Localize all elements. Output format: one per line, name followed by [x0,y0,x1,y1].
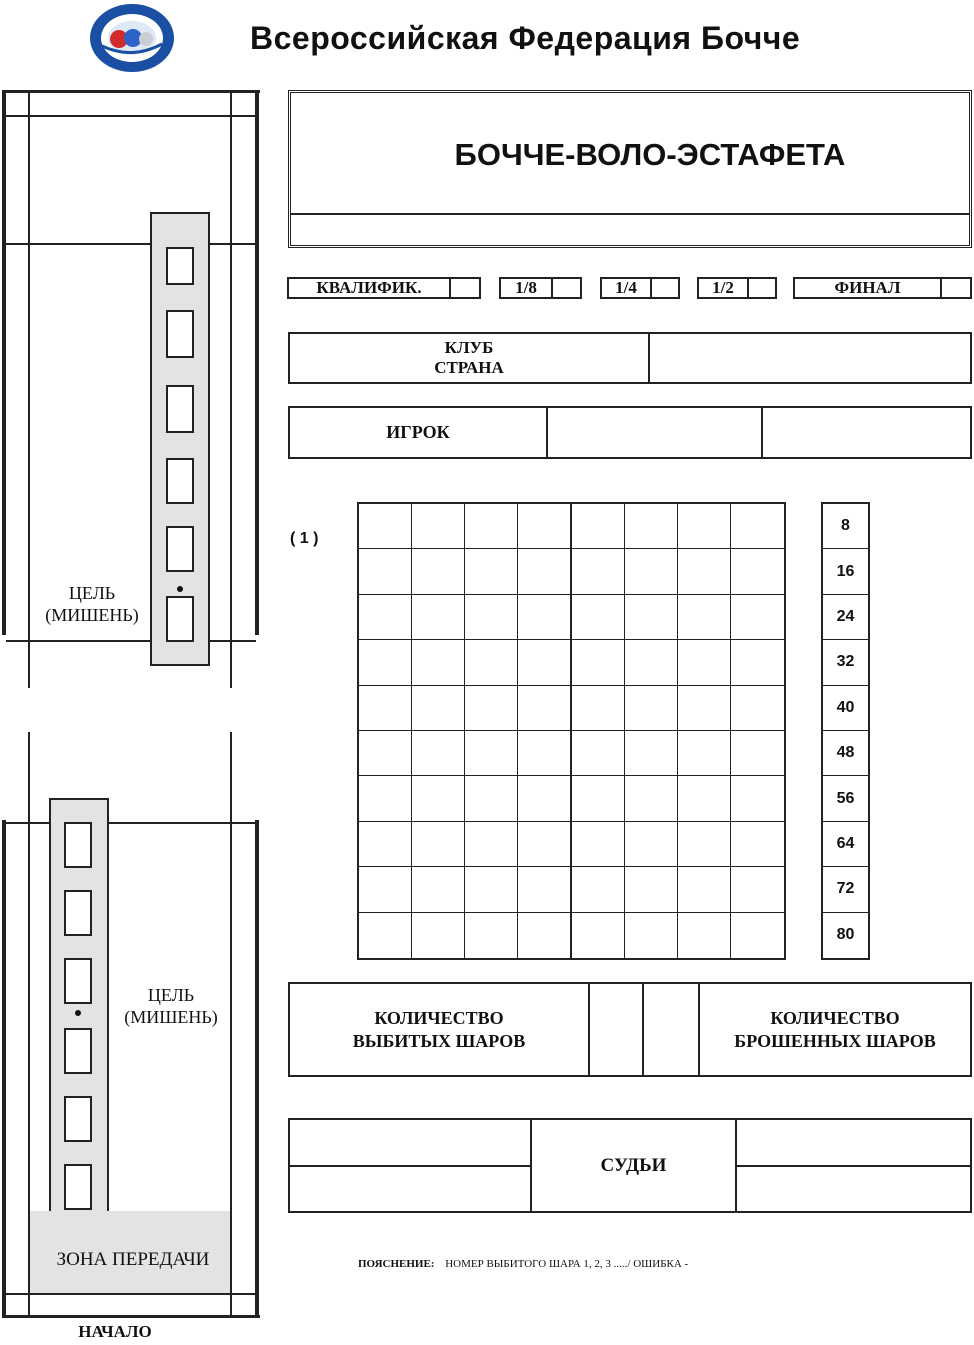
score-cell[interactable] [678,640,731,685]
stage-1-8[interactable]: 1/8 [499,277,582,299]
score-cell[interactable] [465,549,518,594]
knocked-label: КОЛИЧЕСТВО ВЫБИТЫХ ШАРОВ [290,984,590,1075]
player-field-2[interactable] [763,408,970,457]
score-cell[interactable] [678,549,731,594]
score-cell[interactable] [678,913,731,958]
target-box [166,247,194,285]
score-cell[interactable] [359,504,412,549]
score-cell[interactable] [625,686,678,731]
score-cell[interactable] [731,731,784,776]
score-cell[interactable] [678,822,731,867]
score-cell[interactable] [625,504,678,549]
totals-column [821,502,870,960]
judge-field-4[interactable] [737,1167,970,1212]
score-cell[interactable] [518,595,571,640]
player-row [288,406,972,459]
target-box [166,385,194,433]
score-cell[interactable] [572,913,625,958]
club-country-row [288,332,972,384]
score-grid [357,502,786,960]
score-cell[interactable] [465,731,518,776]
title-box [288,90,972,248]
target-dot [177,586,183,592]
federation-logo [88,2,176,74]
score-cell[interactable] [412,595,465,640]
thrown-count-field[interactable] [644,984,700,1075]
thrown-label: КОЛИЧЕСТВО БРОШЕННЫХ ШАРОВ [734,1007,936,1051]
total-cell: 48 [823,731,868,776]
transfer-zone-label: ЗОНА ПЕРЕДАЧИ [56,1249,210,1270]
score-cell[interactable] [625,776,678,821]
score-cell[interactable] [678,731,731,776]
score-cell[interactable] [572,776,625,821]
target-label-lower: ЦЕЛЬ (МИШЕНЬ) [124,985,218,1027]
score-cell[interactable] [412,504,465,549]
target-box [166,310,194,358]
stage-final[interactable]: ФИНАЛ [793,277,972,299]
score-cell[interactable] [625,822,678,867]
score-cell[interactable] [678,504,731,549]
score-cell[interactable] [412,686,465,731]
target-box [166,458,194,504]
score-cell[interactable] [572,595,625,640]
stage-1-2[interactable]: 1/2 [697,277,777,299]
note [358,1258,688,1270]
target-label-upper: ЦЕЛЬ (МИШЕНЬ) [45,583,139,625]
note-label: ПОЯСНЕНИЕ: [358,1258,435,1270]
score-cell[interactable] [359,776,412,821]
score-cell[interactable] [572,504,625,549]
score-cell[interactable] [465,686,518,731]
judges-label: СУДЬИ [532,1120,737,1211]
score-cell[interactable] [625,913,678,958]
score-cell[interactable] [731,640,784,685]
score-cell[interactable] [731,776,784,821]
grid-number: ( 1 ) [290,530,319,547]
stage-1-4[interactable]: 1/4 [600,277,680,299]
target-box [64,890,92,936]
target-dot [75,1010,81,1016]
score-cell[interactable] [465,504,518,549]
score-cell[interactable] [731,549,784,594]
page-title: БОЧЧЕ-ВОЛО-ЭСТАФЕТА [454,137,846,172]
score-cell[interactable] [731,867,784,912]
score-cell[interactable] [412,822,465,867]
score-cell[interactable] [625,731,678,776]
score-cell[interactable] [572,822,625,867]
score-cell[interactable] [412,913,465,958]
score-cell[interactable] [359,822,412,867]
target-box [166,596,194,642]
score-cell[interactable] [731,595,784,640]
target-box [64,822,92,868]
score-cell[interactable] [731,504,784,549]
judge-field-1[interactable] [290,1120,530,1167]
start-label: НАЧАЛО [78,1322,152,1341]
score-cell[interactable] [465,867,518,912]
stage-checkbox[interactable] [451,279,479,297]
score-cell[interactable] [625,595,678,640]
knocked-count-field[interactable] [590,984,644,1075]
counts-row [288,982,972,1077]
score-cell[interactable] [518,867,571,912]
total-cell: 80 [836,926,855,944]
score-cell[interactable] [625,640,678,685]
score-cell[interactable] [412,731,465,776]
total-cell: 24 [823,595,868,640]
total-cell: 8 [823,504,868,549]
target-box [64,1028,92,1074]
score-cell[interactable] [465,776,518,821]
player-label: ИГРОК [290,408,548,457]
total-cell: 32 [823,640,868,685]
score-cell[interactable] [731,913,784,958]
score-cell[interactable] [359,549,412,594]
score-cell[interactable] [731,822,784,867]
score-cell[interactable] [678,686,731,731]
score-cell[interactable] [518,549,571,594]
stage-qualification[interactable]: КВАЛИФИК. [287,277,481,299]
score-cell[interactable] [678,595,731,640]
club-country-field[interactable] [650,334,970,382]
stage-checkbox[interactable] [749,279,775,297]
total-cell: 56 [823,776,868,821]
total-cell: 40 [823,686,868,731]
score-cell[interactable] [359,867,412,912]
score-cell[interactable] [412,867,465,912]
total-cell: 64 [823,822,868,867]
club-country-label: КЛУБ СТРАНА [290,334,650,382]
score-cell[interactable] [465,595,518,640]
score-cell[interactable] [731,686,784,731]
score-cell[interactable] [465,822,518,867]
stage-checkbox[interactable] [652,279,678,297]
score-cell[interactable] [572,867,625,912]
score-cell[interactable] [412,640,465,685]
score-cell[interactable] [572,549,625,594]
stage-checkbox[interactable] [942,279,970,297]
score-cell[interactable] [465,640,518,685]
target-box [64,1096,92,1142]
score-cell[interactable] [412,776,465,821]
score-cell[interactable] [518,776,571,821]
score-cell[interactable] [518,913,571,958]
score-cell[interactable] [518,731,571,776]
score-cell[interactable] [359,913,412,958]
total-cell: 72 [823,867,868,912]
target-box [166,526,194,572]
score-cell[interactable] [572,731,625,776]
judges-row [288,1118,972,1213]
judge-field-3[interactable] [737,1120,970,1167]
score-cell[interactable] [359,686,412,731]
score-cell[interactable] [518,686,571,731]
note-text: НОМЕР ВЫБИТОГО ШАРА 1, 2, 3 ...../ ОШИБКА - [445,1258,689,1270]
stage-checkbox[interactable] [553,279,580,297]
total-cell: 16 [823,549,868,594]
score-cell[interactable] [625,549,678,594]
score-cell[interactable] [465,913,518,958]
score-cell[interactable] [678,867,731,912]
score-cell[interactable] [518,822,571,867]
score-cell[interactable] [518,640,571,685]
score-cell[interactable] [625,867,678,912]
score-cell[interactable] [518,504,571,549]
score-cell[interactable] [572,640,625,685]
score-cell[interactable] [572,686,625,731]
score-cell[interactable] [359,640,412,685]
score-cell[interactable] [678,776,731,821]
score-cell[interactable] [359,731,412,776]
score-cell[interactable] [359,595,412,640]
score-cell[interactable] [412,549,465,594]
judge-field-2[interactable] [290,1167,530,1212]
target-box [64,958,92,1004]
target-box [64,1164,92,1210]
federation-title: Всероссийская Федерация Бочче [250,20,801,56]
player-field-1[interactable] [548,408,763,457]
